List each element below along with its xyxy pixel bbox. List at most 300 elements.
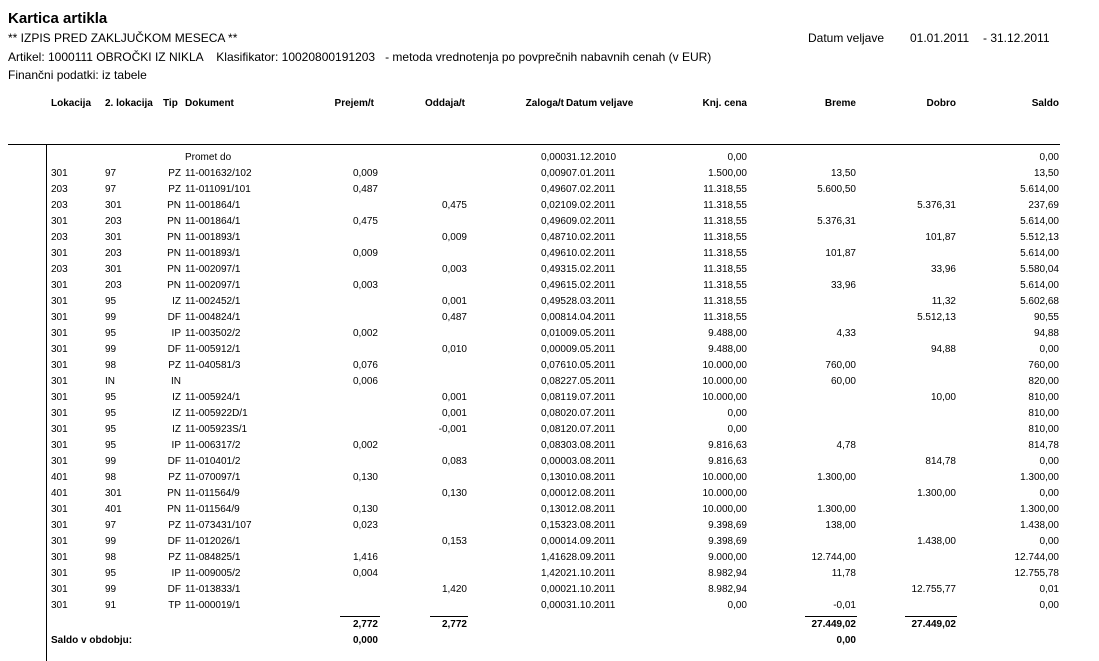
cell-lokacija: 401 [51,488,68,499]
cell-prejem: 0,475 [352,216,378,227]
cell-lokacija: 301 [51,552,68,563]
total-dobro: 27.449,02 [911,619,956,630]
cell-zaloga: 0,076 [540,360,566,371]
col-header-dobro: Dobro [926,98,956,109]
cell-zaloga: 0,000 [540,344,566,355]
cell-datum: 31.12.2010 [566,152,617,163]
cell-prejem: 0,487 [352,184,378,195]
cell-saldo: 5.512,13 [1020,232,1059,243]
cell-datum: 14.04.2011 [566,312,616,323]
cell-saldo: 0,00 [1039,456,1059,467]
cell-prejem: 0,002 [352,440,378,451]
cell-zaloga: 0,496 [540,248,566,259]
cell-knj-cena: 10.000,00 [702,472,747,483]
cell-saldo: 1.300,00 [1020,504,1059,515]
cell-tip: IN [171,376,181,387]
cell-lokacija2: 301 [105,232,122,243]
article-info: Artikel: 1000111 OBROČKI IZ NIKLA Klasifikator: 10020800191203 - metoda vrednotenja po povprečnih nabavnih cenah (v EUR) [8,50,712,64]
financial-data-source: Finančni podatki: iz tabele [8,68,147,82]
cell-saldo: 810,00 [1028,408,1059,419]
cell-tip: PZ [168,184,181,195]
cell-saldo: 0,01 [1039,584,1059,595]
cell-zaloga: 1,416 [540,552,566,563]
cell-tip: PN [167,216,181,227]
cell-datum: 09.05.2011 [566,328,616,339]
cell-oddaja: 0,153 [441,536,467,547]
cell-lokacija2: 98 [105,360,117,371]
cell-prejem: 0,004 [352,568,378,579]
col-header-prejem: Prejem/t [334,98,374,109]
cell-dokument: 11-009005/2 [185,568,241,579]
cell-dokument: 11-012026/1 [185,536,241,547]
table-row [0,198,1099,214]
total-line-prejem [340,616,380,617]
cell-knj-cena: 11.318,55 [703,248,747,259]
cell-zaloga: 0,000 [540,536,566,547]
cell-saldo: 5.614,00 [1020,280,1059,291]
cell-zaloga: 0,083 [540,440,566,451]
col-header-saldo: Saldo [1031,98,1059,109]
cell-lokacija: 301 [51,296,68,307]
cell-lokacija: 301 [51,584,68,595]
cell-tip: IZ [172,296,181,307]
cell-zaloga: 0,130 [540,504,566,515]
table-row [0,550,1099,566]
table-row [0,294,1099,310]
cell-dobro: 1.438,00 [917,536,956,547]
cell-dobro: 10,00 [930,392,956,403]
cell-oddaja: 0,130 [441,488,467,499]
cell-dokument: 11-001864/1 [185,200,241,211]
cell-lokacija2: 99 [105,456,117,467]
cell-datum: 09.05.2011 [566,344,616,355]
cell-saldo: 820,00 [1028,376,1059,387]
cell-zaloga: 0,080 [540,408,566,419]
cell-knj-cena: 0,00 [727,424,747,435]
cell-dokument: 11-070097/1 [185,472,241,483]
cell-datum: 12.08.2011 [566,488,616,499]
cell-saldo: 810,00 [1028,392,1059,403]
cell-lokacija2: 203 [105,280,122,291]
cell-dokument: 11-001864/1 [185,216,241,227]
table-row [0,502,1099,518]
cell-lokacija2: 203 [105,248,122,259]
cell-knj-cena: 10.000,00 [702,504,747,515]
cell-knj-cena: 10.000,00 [702,360,747,371]
cell-saldo: 0,00 [1039,600,1059,611]
cell-knj-cena: 9.488,00 [708,344,747,355]
cell-lokacija: 203 [51,264,68,275]
cell-datum: 15.02.2011 [566,264,616,275]
cell-lokacija: 301 [51,568,68,579]
cell-datum: 14.09.2011 [566,536,616,547]
cell-knj-cena: 11.318,55 [703,280,747,291]
total-prejem: 2,772 [352,619,378,630]
cell-datum: 09.02.2011 [566,216,616,227]
cell-lokacija: 301 [51,168,68,179]
cell-dobro: 5.376,31 [917,200,956,211]
cell-oddaja: 0,487 [441,312,467,323]
cell-tip: PN [167,248,181,259]
cell-lokacija: 301 [51,328,68,339]
cell-knj-cena: 11.318,55 [703,264,747,275]
cell-zaloga: 0,496 [540,216,566,227]
cell-knj-cena: 11.318,55 [703,296,747,307]
col-header-breme: Breme [824,98,856,109]
cell-breme: 760,00 [825,360,856,371]
cell-breme: 12.744,00 [811,552,856,563]
page-title: Kartica artikla [8,10,108,27]
cell-saldo: 5.614,00 [1020,248,1059,259]
cell-zaloga: 0,496 [540,184,566,195]
cell-datum: 03.08.2011 [566,440,616,451]
table-row [0,358,1099,374]
cell-dobro: 1.300,00 [917,488,956,499]
col-header-lokacija2: 2. lokacija [105,98,153,109]
table-row [0,486,1099,502]
cell-tip: TP [168,600,181,611]
cell-tip: DF [167,312,181,323]
table-row [0,438,1099,454]
cell-knj-cena: 10.000,00 [702,488,747,499]
cell-lokacija2: 97 [105,184,117,195]
cell-datum: 10.02.2011 [566,232,616,243]
cell-lokacija2: 97 [105,520,117,531]
cell-saldo: 5.580,04 [1020,264,1059,275]
cell-dokument: 11-002097/1 [185,264,241,275]
cell-datum: 12.08.2011 [566,504,616,515]
cell-lokacija2: 301 [105,264,122,275]
cell-saldo: 5.614,00 [1020,216,1059,227]
cell-tip: IP [171,568,181,579]
cell-saldo: 0,00 [1039,344,1059,355]
cell-dokument: 11-002097/1 [185,280,241,291]
cell-lokacija2: 98 [105,472,117,483]
cell-saldo: 90,55 [1033,312,1059,323]
table-row [0,166,1099,182]
cell-prejem: 0,009 [352,168,378,179]
cell-dokument: 11-040581/3 [185,360,241,371]
cell-lokacija: 203 [51,200,68,211]
table-row [0,566,1099,582]
cell-datum: 31.10.2011 [566,600,616,611]
cell-saldo: 5.614,00 [1020,184,1059,195]
cell-breme: 13,50 [830,168,856,179]
cell-knj-cena: 1.500,00 [708,168,747,179]
cell-breme: 4,78 [836,440,856,451]
cell-breme: 4,33 [836,328,856,339]
cell-oddaja: 0,009 [441,232,467,243]
cell-zaloga: 1,420 [540,568,566,579]
table-row [0,214,1099,230]
cell-knj-cena: 0,00 [727,600,747,611]
cell-breme: 5.376,31 [817,216,856,227]
cell-breme: -0,01 [833,600,856,611]
cell-dokument: 11-011091/101 [185,184,251,195]
table-row [0,518,1099,534]
cell-tip: PZ [168,472,181,483]
cell-knj-cena: 10.000,00 [702,376,747,387]
cell-lokacija2: 98 [105,552,117,563]
cell-knj-cena: 9.488,00 [708,328,747,339]
cell-saldo: 760,00 [1028,360,1059,371]
cell-datum: 07.01.2011 [566,168,616,179]
cell-datum: 21.10.2011 [566,584,616,595]
cell-dokument: 11-005924/1 [185,392,241,403]
cell-datum: 20.07.2011 [566,424,616,435]
cell-zaloga: 0,153 [540,520,566,531]
cell-datum: 10.08.2011 [566,472,616,483]
cell-tip: DF [167,456,181,467]
cell-knj-cena: 9.398,69 [708,536,747,547]
cell-oddaja: 0,010 [441,344,467,355]
cell-zaloga: 0,021 [540,200,566,211]
cell-lokacija2: 95 [105,328,117,339]
cell-lokacija: 301 [51,360,68,371]
cell-lokacija2: 401 [105,504,122,515]
table-row [0,598,1099,614]
cell-knj-cena: 8.982,94 [708,568,747,579]
cell-zaloga: 0,000 [540,456,566,467]
cell-dokument: 11-005923S/1 [185,424,248,435]
cell-knj-cena: 9.398,69 [708,520,747,531]
cell-lokacija: 301 [51,424,68,435]
cell-datum: 27.05.2011 [566,376,616,387]
cell-tip: PN [167,200,181,211]
total-line-oddaja [430,616,468,617]
cell-zaloga: 0,000 [540,152,566,163]
cell-dokument: 11-001893/1 [185,248,241,259]
cell-tip: PN [167,232,181,243]
col-header-oddaja: Oddaja/t [424,98,465,109]
cell-knj-cena: 10.000,00 [702,392,747,403]
cell-lokacija: 301 [51,248,68,259]
table-row [0,230,1099,246]
table-row [0,422,1099,438]
cell-breme: 1.300,00 [817,472,856,483]
cell-lokacija2: IN [105,376,115,387]
cell-saldo: 810,00 [1028,424,1059,435]
cell-knj-cena: 0,00 [727,408,747,419]
cell-zaloga: 0,130 [540,472,566,483]
col-header-lokacija: Lokacija [51,98,92,109]
cell-dobro: 101,87 [925,232,956,243]
cell-lokacija: 401 [51,472,68,483]
cell-dokument: 11-005912/1 [185,344,241,355]
cell-dobro: 814,78 [925,456,956,467]
ledger-table [0,150,1099,614]
cell-dokument: 11-003502/2 [185,328,241,339]
cell-lokacija2: 99 [105,584,117,595]
cell-dokument: 11-000019/1 [185,600,241,611]
cell-prejem: 0,002 [352,328,378,339]
cell-prejem: 0,076 [352,360,378,371]
cell-lokacija2: 99 [105,536,117,547]
saldo-period-label: Saldo v obdobju: [51,635,133,646]
cell-oddaja: -0,001 [438,424,467,435]
cell-zaloga: 0,081 [540,392,566,403]
col-header-knj-cena: Knj. cena [702,98,747,109]
col-header-tip: Tip [163,98,178,109]
cell-saldo: 12.755,78 [1014,568,1059,579]
cell-lokacija2: 95 [105,424,117,435]
cell-dobro: 12.755,77 [911,584,956,595]
cell-dokument: 11-010401/2 [185,456,241,467]
cell-datum: 23.08.2011 [566,520,616,531]
cell-dokument: 11-011564/9 [185,488,240,499]
saldo-period-kolicina: 0,000 [352,635,378,646]
cell-datum: 10.05.2011 [566,360,616,371]
cell-knj-cena: 8.982,94 [708,584,747,595]
total-line-breme [805,616,857,617]
cell-breme: 5.600,50 [817,184,856,195]
cell-lokacija: 301 [51,520,68,531]
table-row [0,534,1099,550]
cell-lokacija: 301 [51,216,68,227]
cell-prejem: 1,416 [352,552,378,563]
cell-dobro: 94,88 [930,344,956,355]
cell-lokacija2: 95 [105,440,117,451]
table-row [0,262,1099,278]
table-row [0,182,1099,198]
cell-datum: 07.02.2011 [566,184,616,195]
cell-prejem: 0,003 [352,280,378,291]
cell-saldo: 1.438,00 [1020,520,1059,531]
cell-zaloga: 0,082 [540,376,566,387]
cell-lokacija: 301 [51,456,68,467]
cell-lokacija2: 99 [105,344,117,355]
cell-oddaja: 0,001 [441,392,467,403]
total-line-dobro [905,616,957,617]
cell-tip: PZ [168,360,181,371]
cell-datum: 21.10.2011 [566,568,616,579]
cell-saldo: 814,78 [1028,440,1059,451]
cell-zaloga: 0,000 [540,488,566,499]
cell-lokacija: 203 [51,232,68,243]
col-header-dokument: Dokument [185,98,234,109]
cell-breme: 11,78 [831,568,856,579]
cell-knj-cena: 9.816,63 [708,456,747,467]
table-row [0,310,1099,326]
cell-lokacija: 301 [51,440,68,451]
header-divider [8,144,1060,145]
cell-datum: 28.09.2011 [566,552,616,563]
cell-lokacija2: 95 [105,568,117,579]
col-header-datum: Datum veljave [566,98,634,109]
cell-knj-cena: 11.318,55 [703,216,747,227]
cell-lokacija: 301 [51,504,68,515]
table-row [0,342,1099,358]
cell-lokacija: 301 [51,280,68,291]
cell-lokacija2: 203 [105,216,122,227]
cell-dokument: 11-001632/102 [185,168,252,179]
cell-tip: IZ [172,392,181,403]
cell-tip: DF [167,344,181,355]
cell-oddaja: 0,083 [441,456,467,467]
cell-breme: 101,87 [825,248,856,259]
cell-zaloga: 0,081 [540,424,566,435]
cell-lokacija: 203 [51,184,68,195]
cell-tip: PZ [168,520,181,531]
cell-dokument: 11-005922D/1 [185,408,248,419]
cell-dobro: 11,32 [931,296,956,307]
table-row [0,406,1099,422]
cell-zaloga: 0,000 [540,584,566,595]
cell-tip: PN [167,488,181,499]
cell-knj-cena: 11.318,55 [703,184,747,195]
cell-lokacija2: 95 [105,296,117,307]
date-to: - 31.12.2011 [983,31,1050,45]
cell-lokacija: 301 [51,376,68,387]
cell-knj-cena: 11.318,55 [703,232,747,243]
cell-datum: 20.07.2011 [566,408,616,419]
cell-dobro: 33,96 [930,264,956,275]
cell-lokacija2: 95 [105,392,117,403]
table-row [0,246,1099,262]
cell-tip: PZ [168,168,181,179]
cell-lokacija2: 99 [105,312,117,323]
cell-oddaja: 0,001 [441,408,467,419]
cell-zaloga: 0,010 [540,328,566,339]
cell-oddaja: 1,420 [441,584,467,595]
saldo-period-vrednost: 0,00 [836,635,856,646]
cell-tip: IZ [172,424,181,435]
cell-saldo: 1.300,00 [1020,472,1059,483]
cell-zaloga: 0,009 [540,168,566,179]
cell-oddaja: 0,003 [441,264,467,275]
cell-dokument: Promet do [185,152,232,163]
table-row [0,278,1099,294]
cell-dokument: 11-084825/1 [185,552,241,563]
cell-zaloga: 0,487 [540,232,566,243]
cell-datum: 03.08.2011 [566,456,616,467]
cell-lokacija2: 97 [105,168,117,179]
cell-lokacija2: 91 [105,600,117,611]
cell-datum: 10.02.2011 [566,248,616,259]
table-row [0,390,1099,406]
cell-tip: DF [167,536,181,547]
cell-datum: 09.02.2011 [566,200,616,211]
cell-dokument: 11-011564/9 [185,504,240,515]
cell-prejem: 0,023 [352,520,378,531]
cell-saldo: 0,00 [1039,152,1059,163]
total-breme: 27.449,02 [811,619,856,630]
cell-oddaja: 0,001 [441,296,467,307]
cell-tip: IZ [172,408,181,419]
cell-lokacija: 301 [51,600,68,611]
cell-knj-cena: 11.318,55 [703,200,747,211]
cell-zaloga: 0,495 [540,296,566,307]
cell-dokument: 11-001893/1 [185,232,241,243]
cell-lokacija: 301 [51,408,68,419]
cell-breme: 138,00 [825,520,856,531]
total-oddaja: 2,772 [441,619,467,630]
cell-prejem: 0,130 [352,472,378,483]
cell-lokacija2: 301 [105,200,122,211]
cell-breme: 33,96 [830,280,856,291]
cell-tip: PN [167,504,181,515]
cell-saldo: 0,00 [1039,536,1059,547]
cell-saldo: 5.602,68 [1020,296,1059,307]
cell-zaloga: 0,496 [540,280,566,291]
cell-datum: 19.07.2011 [566,392,616,403]
cell-dokument: 11-006317/2 [185,440,241,451]
date-label: Datum veljave [808,31,885,45]
cell-saldo: 13,50 [1033,168,1059,179]
cell-saldo: 94,88 [1033,328,1059,339]
cell-knj-cena: 9.816,63 [708,440,747,451]
table-row [0,326,1099,342]
